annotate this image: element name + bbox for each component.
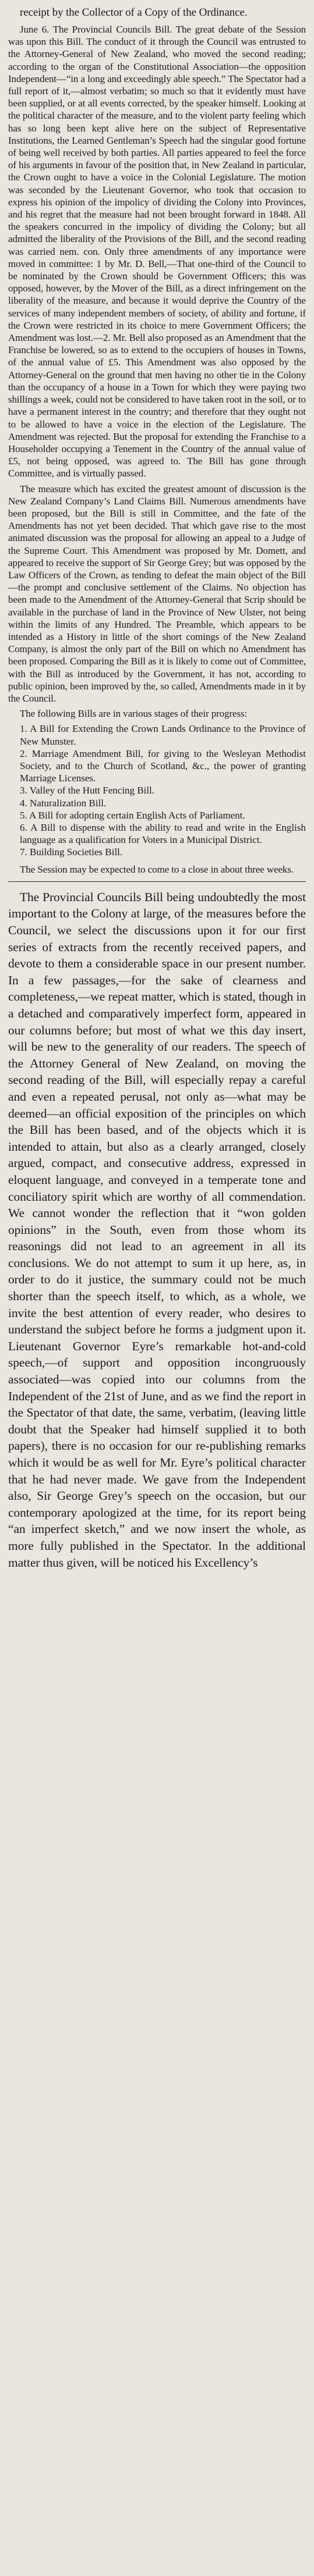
list-item: 5. A Bill for adopting certain English Acts of Parliament. [20,809,245,821]
provincial-councils-paragraph: June 6. The Provincial Councils Bill. The great debate of the Session was upon this Bill. The conduct of it through the Council was entrusted to the Attorney-General of New Zealand, who moved the second reading; according to the organ of the Constitutional Association—the opposition Independent—“in a long and exceedingly able speech.” The Spectator had a full report of it,—almost verbatim; so much so that it evidently must have been supplied, or at all events corrected, by the speaker himself. Looking at the political character of the measure, and to the violent party feeling which has so long been kept alive here on the subject of Representative Institutions, the Learned Gentleman’s Speech had the singular good fortune of being well received by both parties. All parties appeared to feel the force of his arguments in favour of the position that, in New Zealand in particular, the Crown ought to have a voice in the Colonial Legislature. The motion was seconded by the Lieutenant Governor, who took that occasion to express his opinion of the impolicy of dividing the Colony into Provinces, and his regret that the measure had not been brought forward in 1848. All the speakers concurred in the impolicy of dividing the Colony; but all admitted the liberality of the Provisions of the Bill, and the second reading was carried nem. con. Only three amendments of any importance were moved in committee: 1 by Mr. D. Bell,—That one-third of the Council to be nominated by the Crown should be Government Officers; this was opposed, however, by the Mover of the Bill, as a direct infringement on the liberality of the measure, and because it would deprive the Country of the services of many independent members of society, of ability and fortune, if the Crown were restricted in its choice to mere Government Officers; the Amendment was lost.—2. Mr. Bell also proposed as an Amendment that the Franchise be lowered, so as to extend to the occupiers of houses in Towns, of the annual value of £5. This Amendment was also opposed by the Attorney-General on the ground that men having no other tie in the Colony than the occupancy of a house in a Town for which they were paying two shillings a week, could not be considered to have taken root in the soil, or to have a permanent interest in the country; and therefore that they ought not to be allowed to have a voice in the election of the Legislature. The Amendment was rejected. But the proposal for extending the Franchise to a Householder occupying a Tenement in the Country of the annual value of £5, not being opposed, was agreed to. The Bill has gone through Committee, and is virtually passed. [8,24,306,479]
list-item: 4. Naturalization Bill. [20,797,107,809]
session-closing-paragraph: The Session may be expected to come to a close in about three weeks. [20,863,294,875]
land-claims-paragraph: The measure which has excited the greatest amount of discussion is the New Zealand Company’s Land Claims Bill. Numerous amendments have been proposed, but the Bill is still in Committee, and the fate of the Amendments has not yet been decided. That which gave rise to the most animated discussion was the proposal for allowing an appeal to a Judge of the Supreme Court. This Amendment was proposed by Mr. Domett, and appeared to receive the support of Sir George Grey; but was opposed by the Law Officers of the Crown, as tending to defeat the main object of the Bill—the prompt and conclusive settlement of the Claims. No objection has been made to the Amendment of the Attorney-General that Scrip should be available in the purchase of land in the Province of New Ulster, not being within the limits of any Hundred. The Preamble, which appears to be intended as a History in little of the short comings of the New Zealand Company, is almost the only part of the Bill on which no Amendment has been proposed. Comparing the Bill as it is likely to come out of Committee, with the Bill as introduced by the Government, it has not, according to public opinion, been improved by the, so called, Amendments made in it by the Council. [8,483,306,704]
newspaper-column [8,6,306,1571]
list-item: 1. A Bill for Extending the Crown Lands Ordinance to the Province of New Munster. [20,723,306,747]
list-item: 2. Marriage Amendment Bill, for giving to the Wesleyan Methodist Society, and to the Church of Scotland, &c., the power of granting Marriage Licenses. [20,748,306,784]
bills-list [8,723,306,858]
list-item: 6. A Bill to dispense with the ability to read and write in the English language as a qualification for Voters in a Municipal District. [20,822,306,846]
article-paragraph: receipt by the Collector of a Copy of the Ordinance. [20,6,248,19]
bills-intro-paragraph: The following Bills are in various stages of their progress: [20,708,248,720]
column-divider [8,881,306,882]
editorial-paragraph: The Provincial Councils Bill being undoubtedly the most important to the Colony at large, of the measures before the Council, we select the discussions upon it for our first series of extracts from the recently received papers, and devote to them a considerable space in our present number. In a few passages,—for the sake of clearness and completeness,—we repeat matter, which is stated, though in a detached and comparatively imperfect form, appeared in our columns before; but most of what we this day insert, will be new to the generality of our readers. The speech of the Attorney General of New Zealand, on moving the second reading of the Bill, will especially repay a careful and even a repeated perusal, not only as—what may be deemed—an official exposition of the principles on which the Bill has been based, and of the objects which it is intended to attain, but also as a clearly arranged, closely argued, compact, and consecutive address, expressed in eloquent language, and conveyed in a temperate tone and conciliatory spirit which are worthy of all commendation. We cannot wonder the reflection that it “won golden opinions” in the South, even from those whom its reasonings did not lead to an agreement in all its conclusions. We do not attempt to sum it up here, as, in order to do it justice, the summary could not be much shorter than the speech itself, to which, as a whole, we invite the best attention of every reader, who desires to understand the subject before he forms a judgment upon it. Lieutenant Governor Eyre’s remarkable hot-and-cold speech,—of support and opposition incongruously associated—was copied into our columns from the Independent of the 21st of June, and as we find the report in the Spectator of that date, the same, verbatim, (leaving little doubt that the Speaker had himself supplied it to both papers), there is no occasion for our re-publishing remarks which it would be as well for Mr. Eyre’s political character that he had never made. We gave from the Independent also, Sir George Grey’s speech on the occasion, but our contemporary apologized at the time, for its report being “an imperfect sketch,” and we now insert the whole, as more fully published in the Spectator. In the additional matter thus given, will be noticed his Excellency’s [8,889,306,1570]
list-item: 3. Valley of the Hutt Fencing Bill. [20,785,155,796]
list-item: 7. Building Societies Bill. [20,846,123,858]
editorial-article [8,889,306,1571]
legislative-council-summary [8,6,306,876]
